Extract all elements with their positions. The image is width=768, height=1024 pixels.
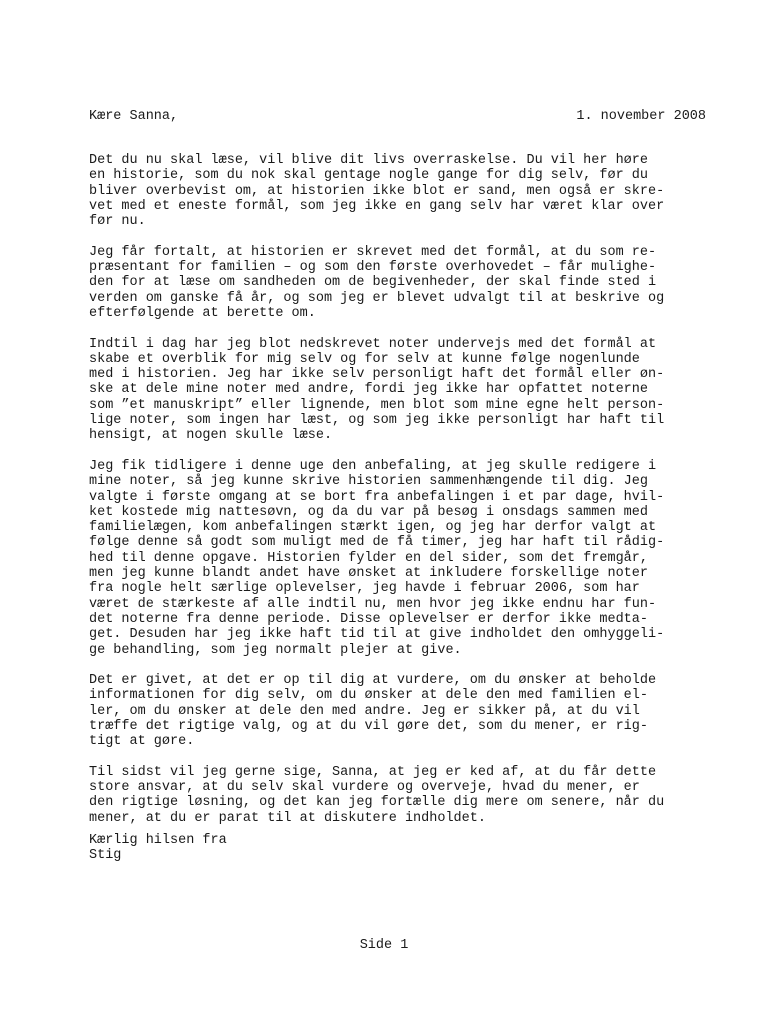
page-number: Side 1	[359, 938, 409, 953]
text-line: træffe det rigtige valg, og at du vil gøre det, som du mener, er rig-	[89, 718, 648, 734]
paragraph	[89, 245, 709, 321]
paragraph	[89, 153, 709, 229]
text-line: men jeg kunne blandt andet have ønsket at inkludere forskellige noter	[89, 566, 648, 582]
text-line: en historie, som du nok skal gentage nogle gange for dig selv, før du	[89, 168, 648, 184]
text-line: store ansvar, at du selv skal vurdere og overveje, hvad du mener, er	[89, 780, 640, 796]
text-line: følge denne så godt som muligt med de få timer, jeg har haft til rådig-	[89, 535, 665, 551]
letter-body	[89, 153, 709, 841]
text-line: den rigtige løsning, og det kan jeg fortælle dig mere om senere, når du	[89, 795, 665, 811]
text-line: Det er givet, at det er op til dig at vurdere, om du ønsker at beholde	[89, 673, 657, 689]
text-line: Til sidst vil jeg gerne sige, Sanna, at jeg er ked af, at du får dette	[89, 764, 657, 780]
text-line: Jeg fik tidligere i denne uge den anbefaling, at jeg skulle redigere i	[89, 458, 657, 474]
text-line: bliver overbevist om, at historien ikke blot er sand, men også er skre-	[89, 183, 665, 199]
signature: Stig	[89, 848, 122, 864]
text-line: med i historien. Jeg har ikke selv personligt haft det formål eller øn-	[89, 367, 665, 383]
letter-header	[89, 109, 706, 125]
closing-phrase: Kærlig hilsen fra	[89, 833, 227, 848]
text-line: informationen for dig selv, om du ønsker at dele den med familien el-	[89, 688, 648, 704]
text-line: mener, at du er parat til at diskutere indholdet.	[89, 810, 486, 826]
text-line: været de stærkeste af alle indtil nu, men hvor jeg ikke endnu har fun-	[89, 596, 657, 612]
text-line: valgte i første omgang at se bort fra anbefalingen i et par dage, hvil-	[89, 489, 665, 505]
text-line: fra nogle helt særlige oplevelser, jeg havde i februar 2006, som har	[89, 581, 640, 597]
text-line: get. Desuden har jeg ikke haft tid til at give indholdet den omhyggeli-	[89, 627, 665, 643]
text-line: familielægen, kom anbefalingen stærkt igen, og jeg har derfor valgt at	[89, 520, 657, 536]
text-line: skabe et overblik for mig selv og for selv at kunne følge nogenlunde	[89, 351, 640, 367]
salutation: Kære Sanna,	[89, 109, 179, 124]
text-line: efterfølgende at berette om.	[89, 305, 316, 321]
paragraph	[89, 459, 709, 658]
text-line: Det du nu skal læse, vil blive dit livs overraskelse. Du vil her høre	[89, 153, 648, 168]
paragraph	[89, 765, 709, 826]
text-line: tigt at gøre.	[89, 734, 195, 750]
text-line: ge behandling, som jeg normalt plejer at give.	[89, 642, 462, 658]
text-line: ske at dele mine noter med andre, fordi jeg ikke har opfattet noterne	[89, 382, 648, 398]
text-line: som ”et manuskript” eller lignende, men blot som mine egne helt person-	[89, 397, 665, 413]
text-line: Indtil i dag har jeg blot nedskrevet noter undervejs med det formål at	[89, 336, 657, 352]
letter-closing	[89, 833, 227, 864]
text-line: det noterne fra denne periode. Disse oplevelser er derfor ikke medta-	[89, 611, 648, 627]
letter-date: 1. november 2008	[576, 109, 706, 124]
text-line: præsentant for familien – og som den første overhovedet – får mulighe-	[89, 260, 657, 276]
text-line: hed til denne opgave. Historien fylder en del sider, som det fremgår,	[89, 550, 648, 566]
text-line: lige noter, som ingen har læst, og som jeg ikke personligt har haft til	[89, 413, 665, 429]
text-line: mine noter, så jeg kunne skrive historien sammenhængende til dig. Jeg	[89, 474, 648, 490]
text-line: ket kostede mig nattesøvn, og da du var på besøg i onsdags sammen med	[89, 504, 648, 520]
text-line: hensigt, at nogen skulle læse.	[89, 428, 333, 444]
paragraph	[89, 337, 709, 444]
paragraph	[89, 673, 709, 749]
text-line: før nu.	[89, 214, 146, 230]
text-line: ler, om du ønsker at dele den med andre. Jeg er sikker på, at du vil	[89, 703, 640, 719]
text-line: den for at læse om sandheden om de begivenheder, der skal finde sted i	[89, 275, 657, 291]
text-line: verden om ganske få år, og som jeg er blevet udvalgt til at beskrive og	[89, 290, 665, 306]
text-line: Jeg får fortalt, at historien er skrevet med det formål, at du som re-	[89, 244, 657, 260]
text-line: vet med et eneste formål, som jeg ikke en gang selv har været klar over	[89, 198, 665, 214]
